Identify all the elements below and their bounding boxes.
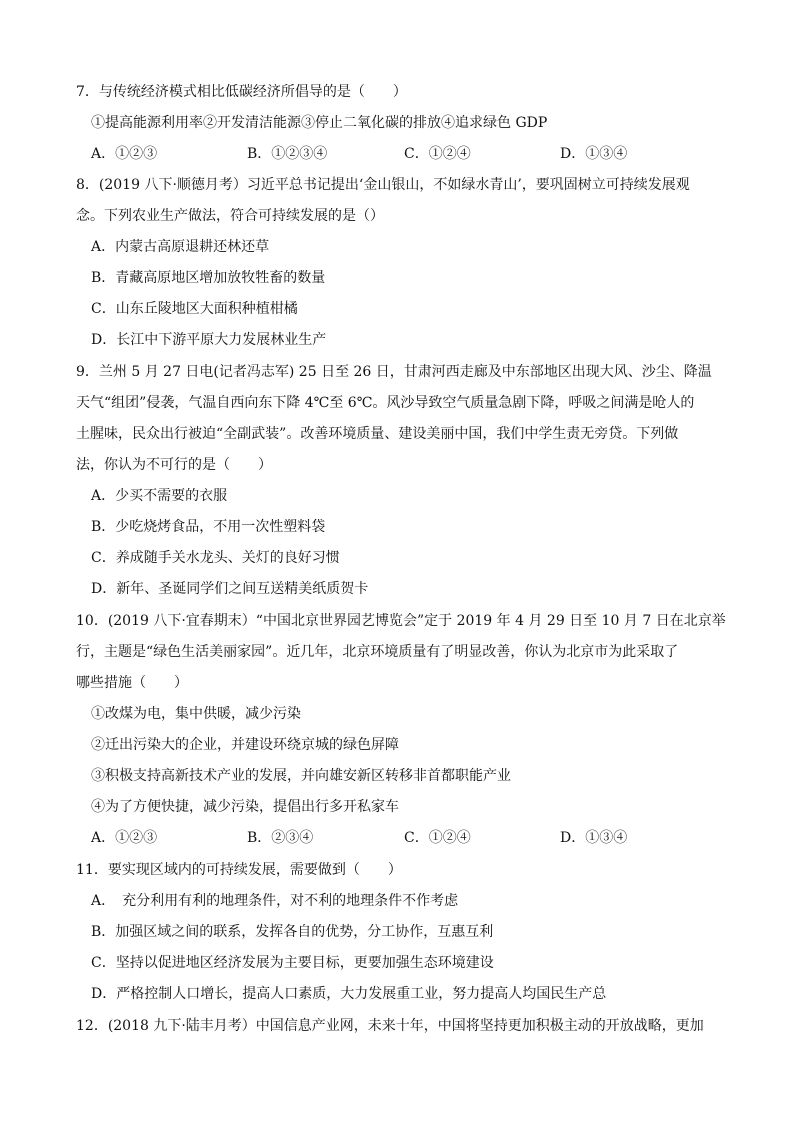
option-c: C．①②④ <box>404 146 471 162</box>
question-10-statement-1: ①改煤为电，集中供暖，减少污染 <box>91 706 301 722</box>
question-9-stem-line-3: 土腥味，民众出行被迫“全副武装”。改善环境质量、建设美丽中国，我们中学生责无旁贷。下列做 <box>76 426 679 442</box>
question-10-statement-3: ③积极支持高新技术产业的发展，并向雄安新区转移非首都职能产业 <box>91 768 511 784</box>
question-7-options <box>91 143 754 165</box>
question-11-option-c: C．坚持以促进地区经济发展为主要目标，更要加强生态环境建设 <box>91 955 494 971</box>
question-9-stem-line-1: 9．兰州 5 月 27 日电(记者冯志军) 25 日至 26 日，甘肃河西走廊及中东部地区出现大风、沙尘、降温 <box>76 364 712 380</box>
question-10-options <box>91 827 754 849</box>
question-10-stem-line-1: 10．(2019 八下·宜春期末）“中国北京世界园艺博览会”定于 2019 年 4 月 29 日至 10 月 7 日在北京举 <box>76 613 726 629</box>
question-11-option-b: B．加强区域之间的联系，发挥各自的优势，分工协作，互惠互利 <box>91 924 494 940</box>
question-9-option-b: B．少吃烧烤食品，不用一次性塑料袋 <box>91 519 326 535</box>
question-9-option-c: C．养成随手关水龙头、关灯的良好习惯 <box>91 550 340 566</box>
question-8-option-a: A．内蒙古高原退耕还林还草 <box>91 239 270 255</box>
option-a: A．①②③ <box>91 146 158 162</box>
question-8-stem-line-1: 8．(2019 八下·顺德月考）习近平总书记提出‘金山银山，不如绿水青山’，要巩固树立可持续发展观 <box>76 177 690 193</box>
question-11-option-a: A． 充分利用有利的地理条件，对不利的地理条件不作考虑 <box>91 893 459 909</box>
question-7-statements: ①提高能源利用率②开发清洁能源③停止二氧化碳的排放④追求绿色 GDP <box>91 115 548 131</box>
option-d: D．①③④ <box>560 146 628 162</box>
question-9-option-d: D．新年、圣诞同学们之间互送精美纸质贺卡 <box>91 581 369 597</box>
question-10-statement-2: ②迁出污染大的企业，并建设环绕京城的绿色屏障 <box>91 737 399 753</box>
option-c: C．①②④ <box>404 830 471 846</box>
question-9-stem-line-4: 法，你认为不可行的是（ ） <box>76 457 272 473</box>
question-8-stem-line-2: 念。下列农业生产做法，符合可持续发展的是（） <box>76 208 384 224</box>
question-7-stem: 7．与传统经济模式相比低碳经济所倡导的是（ ） <box>76 84 407 100</box>
option-b: B．①②③④ <box>247 146 328 162</box>
question-10-statement-4: ④为了方便快捷，减少污染，提倡出行多开私家车 <box>91 799 399 815</box>
option-d: D．①③④ <box>560 830 628 846</box>
option-a: A．①②③ <box>91 830 158 846</box>
option-b: B．②③④ <box>247 830 314 846</box>
question-11-stem: 11．要实现区域内的可持续发展，需要做到（ ） <box>76 862 402 878</box>
question-8-option-d: D．长江中下游平原大力发展林业生产 <box>91 332 327 348</box>
question-8-option-b: B．青藏高原地区增加放牧牲畜的数量 <box>91 270 326 286</box>
question-11-option-d: D．严格控制人口增长，提高人口素质，大力发展重工业，努力提高人均国民生产总 <box>91 986 607 1002</box>
question-10-stem-line-2: 行，主题是“绿色生活美丽家园”。近几年，北京环境质量有了明显改善，你认为北京市为此采取了 <box>76 644 679 660</box>
question-9-stem-line-2: 天气“组团”侵袭，气温自西向东下降 4℃至 6℃。风沙导致空气质量急剧下降，呼吸之间满是呛人的 <box>76 395 695 411</box>
question-10-stem-line-3: 哪些措施（ ） <box>76 675 188 691</box>
question-12-stem-line-1: 12．(2018 九下·陆丰月考）中国信息产业网，未来十年，中国将坚持更加积极主动的开放战略，更加 <box>76 1018 704 1034</box>
question-8-option-c: C．山东丘陵地区大面积种植柑橘 <box>91 301 298 317</box>
question-9-option-a: A．少买不需要的衣服 <box>91 488 228 504</box>
